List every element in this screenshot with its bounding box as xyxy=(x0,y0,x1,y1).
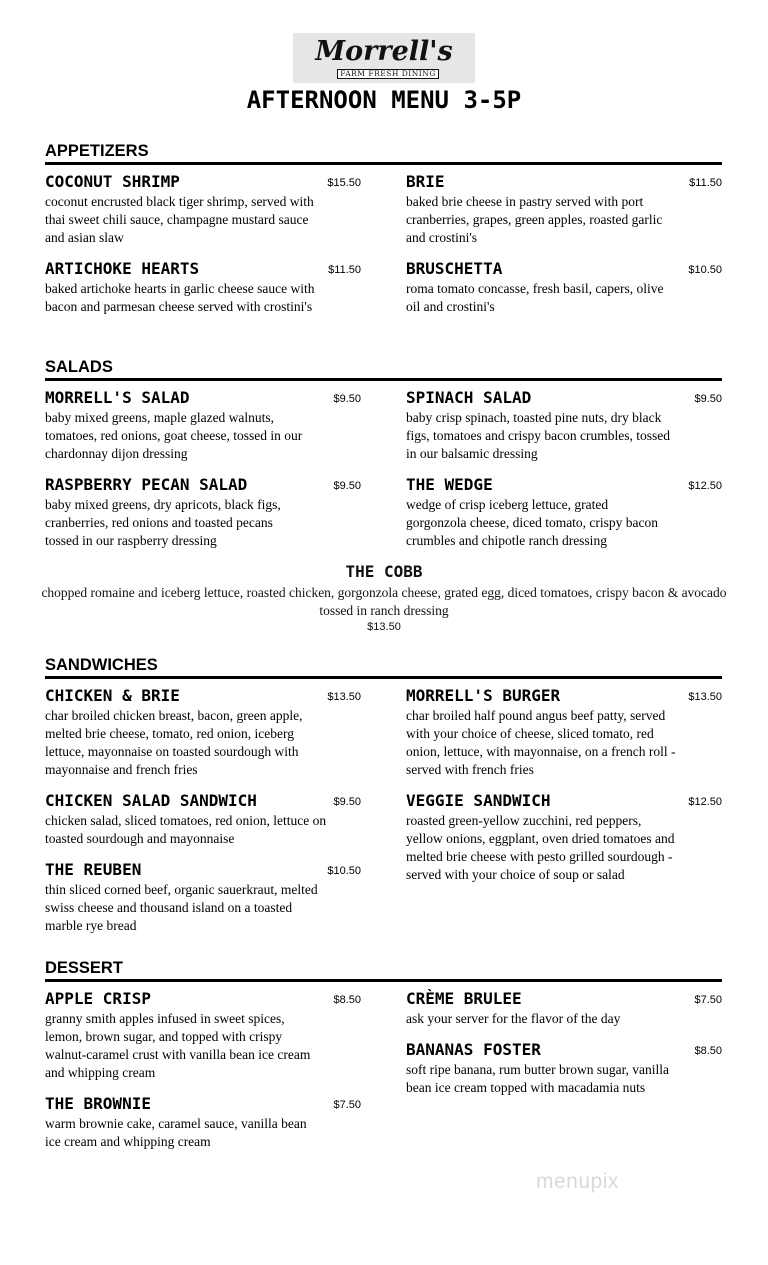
item-name: BANANAS FOSTER xyxy=(406,1040,541,1059)
item-description: chicken salad, sliced tomatoes, red onion, lettuce on toasted sourdough and mayonnaise xyxy=(45,813,327,846)
item-price: $11.50 xyxy=(689,177,722,189)
watermark: menupix xyxy=(536,1170,619,1193)
logo-name: Morrell's xyxy=(315,36,453,67)
item-price: $15.50 xyxy=(327,177,361,189)
section-title-salads: SALADS xyxy=(45,358,113,376)
item-name: COCONUT SHRIMP xyxy=(45,172,180,191)
section-title-appetizers: APPETIZERS xyxy=(45,142,149,160)
item-description: chopped romaine and iceberg lettuce, roasted chicken, gorgonzola cheese, grated egg, diced tomatoes, crispy bacon & avocado tossed in ranch dressing xyxy=(41,585,727,618)
section-title-sandwiches: SANDWICHES xyxy=(45,656,158,674)
item-price: $9.50 xyxy=(333,796,361,808)
item-name: APPLE CRISP xyxy=(45,989,151,1008)
item-description: wedge of crisp iceberg lettuce, grated gorgonzola cheese, diced tomato, crispy bacon crumbles and chipotle ranch dressing xyxy=(406,497,659,548)
item-name: CHICKEN & BRIE xyxy=(45,686,180,705)
item-description: baby mixed greens, dry apricots, black figs, cranberries, red onions and toasted pecans tossed in our raspberry dressing xyxy=(45,497,281,548)
item-price: $9.50 xyxy=(694,393,722,405)
item-price: $9.50 xyxy=(333,393,361,405)
item-name: RASPBERRY PECAN SALAD xyxy=(45,475,248,494)
item-price: $10.50 xyxy=(327,865,361,877)
item-price: $8.50 xyxy=(333,994,361,1006)
feature-item-cobb xyxy=(40,562,728,634)
item-price: $10.50 xyxy=(688,264,722,276)
item-name: MORRELL'S BURGER xyxy=(406,686,561,705)
item-price: $7.50 xyxy=(333,1099,361,1111)
page-title: AFTERNOON MENU 3-5P xyxy=(246,86,522,114)
item-name: THE REUBEN xyxy=(45,860,142,879)
item-description: coconut encrusted black tiger shrimp, served with thai sweet chili sauce, champagne mustard sauce and asian slaw xyxy=(45,194,314,245)
section-title-dessert: DESSERT xyxy=(45,959,123,977)
item-name: SPINACH SALAD xyxy=(406,388,532,407)
item-description: char broiled half pound angus beef patty, served with your choice of cheese, sliced tomato, red onion, lettuce, with mayonnaise, on a french roll - served with french fries xyxy=(406,708,676,777)
item-description: baby mixed greens, maple glazed walnuts, tomatoes, red onions, goat cheese, tossed in our chardonnay dijon dressing xyxy=(45,410,303,461)
section-divider xyxy=(45,979,722,982)
item-description: roma tomato concasse, fresh basil, capers, olive oil and crostini's xyxy=(406,281,664,314)
section-divider xyxy=(45,162,722,165)
item-name: THE WEDGE xyxy=(406,475,493,494)
item-price: $13.50 xyxy=(367,621,401,633)
item-name: VEGGIE SANDWICH xyxy=(406,791,551,810)
section-divider xyxy=(45,676,722,679)
item-name: ARTICHOKE HEARTS xyxy=(45,259,200,278)
item-price: $12.50 xyxy=(688,796,722,808)
item-name: BRIE xyxy=(406,172,445,191)
item-price: $13.50 xyxy=(688,691,722,703)
item-description: soft ripe banana, rum butter brown sugar, vanilla bean ice cream topped with macadamia nuts xyxy=(406,1062,670,1095)
item-price: $12.50 xyxy=(688,480,722,492)
item-description: ask your server for the flavor of the day xyxy=(406,1011,621,1026)
item-price: $8.50 xyxy=(694,1045,722,1057)
item-price: $9.50 xyxy=(333,480,361,492)
item-price: $7.50 xyxy=(694,994,722,1006)
section-divider xyxy=(45,378,722,381)
item-price: $11.50 xyxy=(328,264,361,276)
logo-tagline: FARM FRESH DINING xyxy=(337,69,439,79)
item-description: granny smith apples infused in sweet spices, lemon, brown sugar, and topped with crispy walnut-caramel crust with vanilla bean ice cream and whipping cream xyxy=(45,1011,311,1080)
item-description: baked brie cheese in pastry served with port cranberries, grapes, green apples, roasted garlic and crostini's xyxy=(406,194,663,245)
item-name: THE COBB xyxy=(345,562,423,581)
item-description: roasted green-yellow zucchini, red peppers, yellow onions, eggplant, oven dried tomatoes and melted brie cheese with pesto grilled sourdough - served with your choice of soup or salad xyxy=(406,813,675,882)
item-name: MORRELL'S SALAD xyxy=(45,388,190,407)
item-name: THE BROWNIE xyxy=(45,1094,151,1113)
item-name: BRUSCHETTA xyxy=(406,259,503,278)
item-description: thin sliced corned beef, organic sauerkraut, melted swiss cheese and thousand island on a toasted marble rye bread xyxy=(45,882,318,933)
restaurant-logo xyxy=(293,33,475,83)
item-description: warm brownie cake, caramel sauce, vanilla bean ice cream and whipping cream xyxy=(45,1116,307,1149)
item-description: baked artichoke hearts in garlic cheese sauce with bacon and parmesan cheese served with crostini's xyxy=(45,281,315,314)
item-price: $13.50 xyxy=(327,691,361,703)
item-description: char broiled chicken breast, bacon, green apple, melted brie cheese, tomato, red onion, iceberg lettuce, mayonnaise on toasted sourdough with mayonnaise and french fries xyxy=(45,708,303,777)
item-name: CHICKEN SALAD SANDWICH xyxy=(45,791,257,810)
item-name: CRÈME BRULEE xyxy=(406,989,522,1008)
item-description: baby crisp spinach, toasted pine nuts, dry black figs, tomatoes and crispy bacon crumbles, tossed in our balsamic dressing xyxy=(406,410,670,461)
